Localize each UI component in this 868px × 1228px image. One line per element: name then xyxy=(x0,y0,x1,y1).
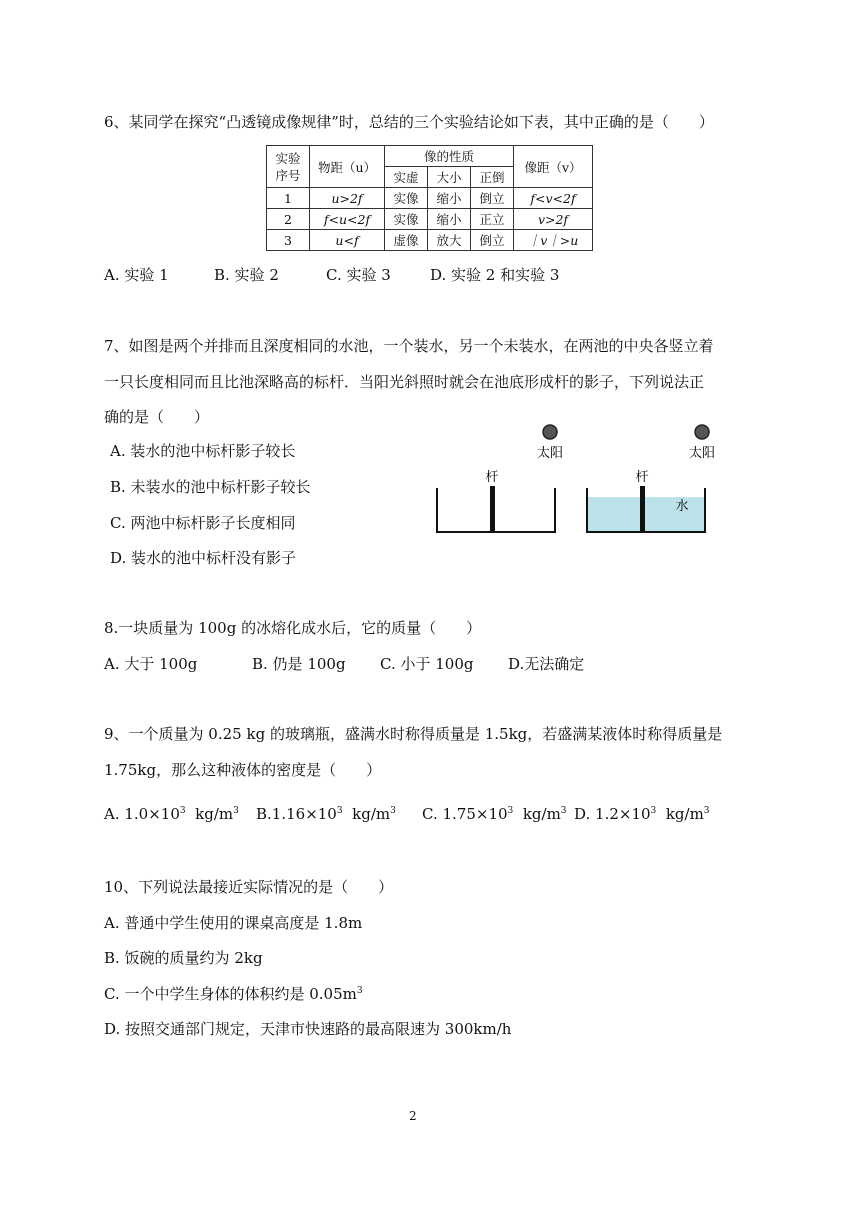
q7-option-b[interactable]: B. 未装水的池中标杆影子较长 xyxy=(110,478,311,496)
q6-option-a[interactable]: A. 实验 1 xyxy=(104,266,169,284)
q8-stem: 8.一块质量为 100g 的冰熔化成水后，它的质量（ ） xyxy=(104,619,482,637)
table-header-size: 大小 xyxy=(428,167,471,188)
q7-option-c[interactable]: C. 两池中标杆影子长度相同 xyxy=(110,514,296,532)
q8-option-c[interactable]: C. 小于 100g xyxy=(380,655,474,673)
table-row: 1 u>2f 实像 缩小 倒立 f<v<2f xyxy=(267,188,593,209)
q7-stem-line2: 一只长度相同而且比池深略高的标杆．当阳光斜照时就会在池底形成杆的影子，下列说法正 xyxy=(104,373,705,391)
page-number: 2 xyxy=(409,1109,417,1123)
q9-option-a[interactable]: A. $1.0\times 10^3$ $kg/m^3$ xyxy=(104,805,239,823)
pole-right xyxy=(640,486,645,532)
water-label: 水 xyxy=(675,499,689,514)
q8-option-b[interactable]: B. 仍是 100g xyxy=(252,655,346,673)
q8-option-d[interactable]: D.无法确定 xyxy=(508,655,585,673)
q10-option-a[interactable]: A. 普通中学生使用的课桌高度是 1.8m xyxy=(104,914,363,932)
table-row: 2 f<u<2f 实像 缩小 正立 v>2f xyxy=(267,209,593,230)
table-header-orient: 正倒 xyxy=(471,167,514,188)
q7-stem-line1: 7、如图是两个并排而且深度相同的水池，一个装水，另一个未装水，在两池的中央各竖立着 xyxy=(104,337,714,355)
q9-stem-line1: 9、一个质量为 0.25 kg 的玻璃瓶，盛满水时称得质量是 1.5kg，若盛满某液体时称得质量是 xyxy=(104,725,723,743)
sun-label-right: 太阳 xyxy=(688,446,716,461)
pole-left xyxy=(490,486,495,532)
pole-label-right: 杆 xyxy=(635,470,649,485)
empty-pool xyxy=(437,488,555,532)
q10-option-d[interactable]: D. 按照交通部门规定，天津市快速路的最高限速为 300km/h xyxy=(104,1020,512,1038)
q6-stem: 6、某同学在探究“凸透镜成像规律”时，总结的三个实验结论如下表，其中正确的是（ ） xyxy=(104,113,714,131)
q9-option-b[interactable]: $B.1.16\times 10^3$ $kg/m^3$ xyxy=(256,805,396,823)
table-header-no: 实验 序号 xyxy=(267,146,310,188)
pools-figure xyxy=(430,420,730,540)
q9-option-c[interactable]: C. $1.75\times 10^3$ $kg/m^3$ xyxy=(422,805,567,823)
q10-option-b[interactable]: B. 饭碗的质量约为 2kg xyxy=(104,949,263,967)
q10-stem: 10、下列说法最接近实际情况的是（ ） xyxy=(104,878,394,896)
q6-option-d[interactable]: D. 实验 2 和实验 3 xyxy=(430,266,560,284)
q7-stem-line3: 确的是（ ） xyxy=(104,408,210,426)
q9-option-d[interactable]: D. $1.2\times 10^3$ $kg/m^3$ xyxy=(574,805,710,823)
sun-icon-right xyxy=(695,425,709,439)
q6-option-c[interactable]: C. 实验 3 xyxy=(326,266,391,284)
pole-label-left: 杆 xyxy=(485,470,499,485)
q8-option-a[interactable]: A. 大于 100g xyxy=(104,655,198,673)
lens-table xyxy=(266,145,593,251)
sun-icon-left xyxy=(543,425,557,439)
q9-stem-line2: 1.75kg，那么这种液体的密度是（ ） xyxy=(104,761,382,779)
table-header-u: 物距（u） xyxy=(310,146,385,188)
q10-option-c[interactable]: C. 一个中学生身体的体积约是 $0.05m^3$ xyxy=(104,985,363,1003)
q6-option-b[interactable]: B. 实验 2 xyxy=(214,266,279,284)
table-header-nature: 像的性质 xyxy=(385,146,514,167)
table-header-v: 像距（v） xyxy=(514,146,593,188)
sun-label-left: 太阳 xyxy=(536,446,564,461)
table-row: 3 u<f 虚像 放大 倒立 ｜v｜>u xyxy=(267,230,593,251)
q7-option-d[interactable]: D. 装水的池中标杆没有影子 xyxy=(110,549,297,567)
table-header-real: 实虚 xyxy=(385,167,428,188)
q7-option-a[interactable]: A. 装水的池中标杆影子较长 xyxy=(110,442,296,460)
